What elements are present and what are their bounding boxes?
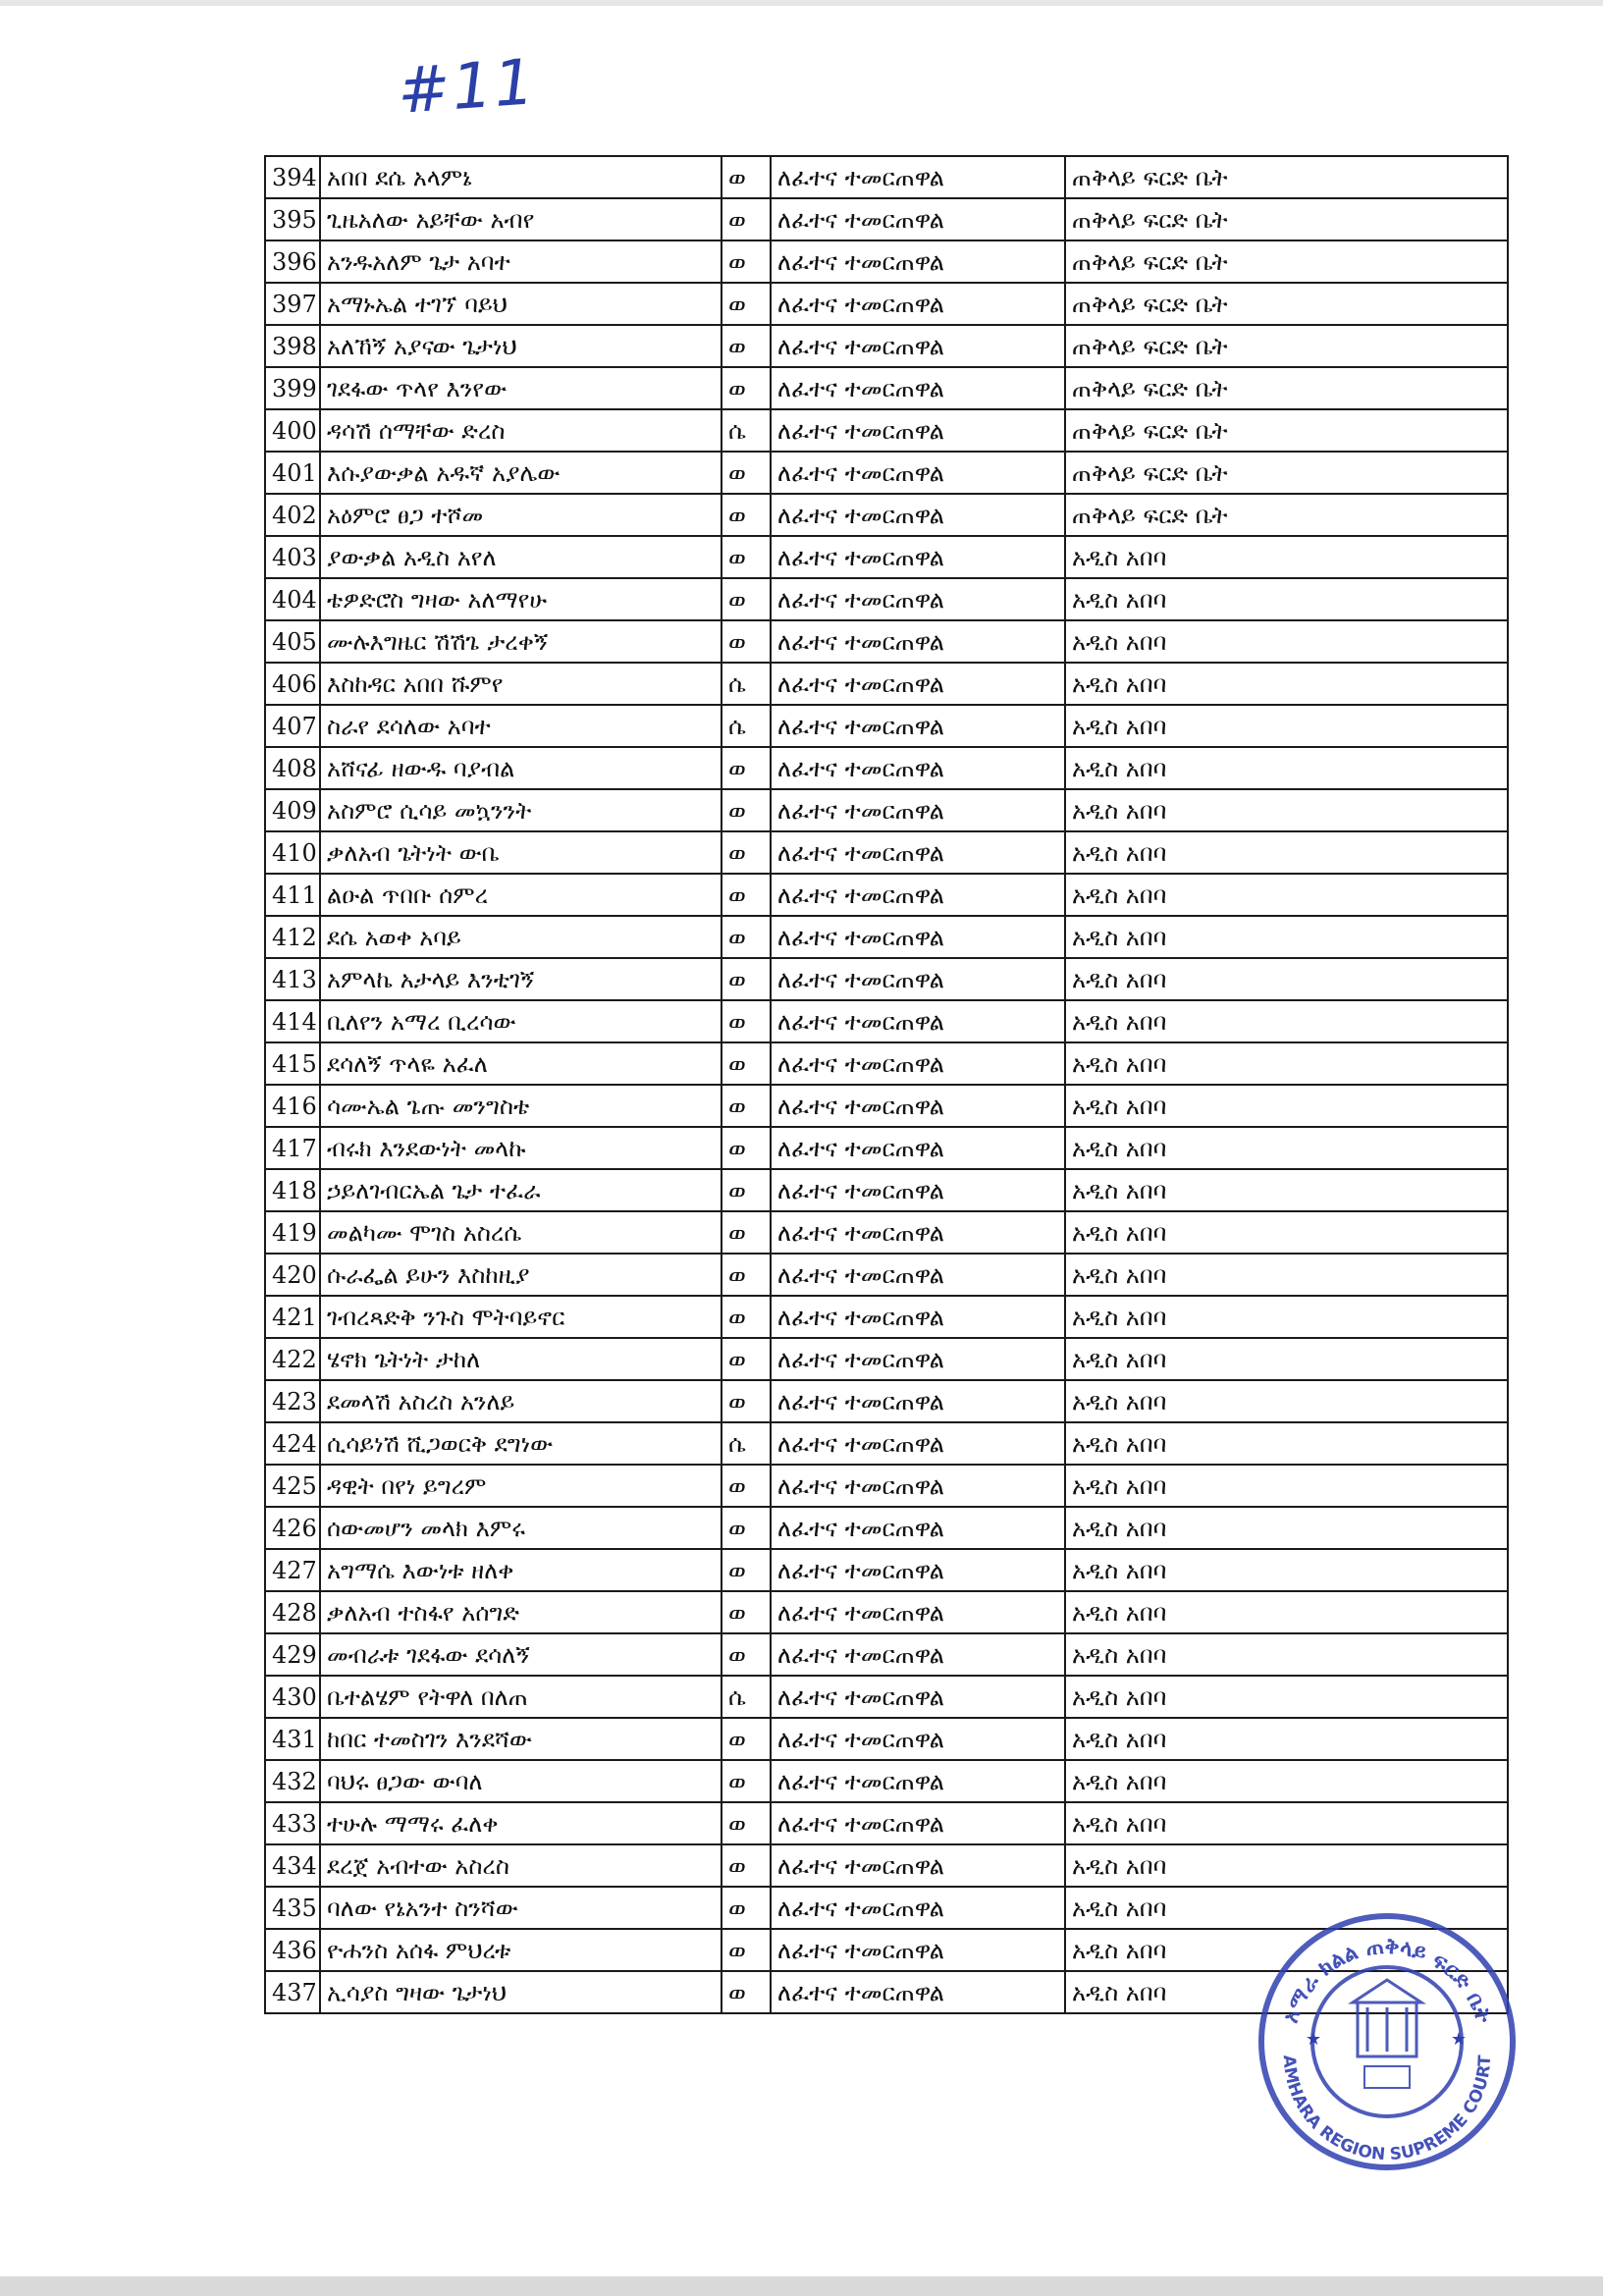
- gender-cell: ወ: [721, 1887, 771, 1929]
- assignment-place-cell: አዲስ አበባ: [1065, 1338, 1508, 1380]
- table-row: [265, 1591, 1508, 1633]
- gender-cell: ወ: [721, 367, 771, 409]
- row-number-cell: 413: [265, 958, 320, 1000]
- assignment-place-cell: ጠቅላይ ፍርድ ቤት: [1065, 198, 1508, 240]
- row-number-cell: 417: [265, 1127, 320, 1169]
- gender-cell: ወ: [721, 156, 771, 198]
- row-number-cell: 402: [265, 494, 320, 536]
- status-cell: ለፈተና ተመርጠዋል: [771, 916, 1065, 958]
- table-row: [265, 1760, 1508, 1802]
- status-cell: ለፈተና ተመርጠዋል: [771, 536, 1065, 578]
- assignment-place-cell: አዲስ አበባ: [1065, 1929, 1508, 1971]
- row-number-cell: 419: [265, 1211, 320, 1254]
- table-row: [265, 1718, 1508, 1760]
- status-cell: ለፈተና ተመርጠዋል: [771, 874, 1065, 916]
- table-row: [265, 1633, 1508, 1676]
- status-cell: ለፈተና ተመርጠዋል: [771, 1591, 1065, 1633]
- status-cell: ለፈተና ተመርጠዋል: [771, 1338, 1065, 1380]
- assignment-place-cell: ጠቅላይ ፍርድ ቤት: [1065, 452, 1508, 494]
- status-cell: ለፈተና ተመርጠዋል: [771, 1887, 1065, 1929]
- assignment-place-cell: አዲስ አበባ: [1065, 831, 1508, 874]
- gender-cell: ወ: [721, 1507, 771, 1549]
- assignment-place-cell: አዲስ አበባ: [1065, 1802, 1508, 1844]
- row-number-cell: 403: [265, 536, 320, 578]
- candidate-name-cell: ዮሐንስ አሰፋ ምህረቱ: [320, 1929, 721, 1971]
- assignment-place-cell: ጠቅላይ ፍርድ ቤት: [1065, 494, 1508, 536]
- gender-cell: ወ: [721, 1718, 771, 1760]
- status-cell: ለፈተና ተመርጠዋል: [771, 1296, 1065, 1338]
- gender-cell: ወ: [721, 1296, 771, 1338]
- status-cell: ለፈተና ተመርጠዋል: [771, 1844, 1065, 1887]
- status-cell: ለፈተና ተመርጠዋል: [771, 240, 1065, 283]
- status-cell: ለፈተና ተመርጠዋል: [771, 1465, 1065, 1507]
- status-cell: ለፈተና ተመርጠዋል: [771, 620, 1065, 663]
- gender-cell: ወ: [721, 1760, 771, 1802]
- candidate-name-cell: ደሴ አወቀ አባይ: [320, 916, 721, 958]
- candidate-table: [264, 155, 1509, 2014]
- stamp-star-right-icon: ★: [1451, 2029, 1468, 2050]
- gender-cell: ወ: [721, 620, 771, 663]
- assignment-place-cell: ጠቅላይ ፍርድ ቤት: [1065, 409, 1508, 452]
- gender-cell: ወ: [721, 1380, 771, 1422]
- gender-cell: ወ: [721, 1169, 771, 1211]
- table-row: [265, 198, 1508, 240]
- gender-cell: ሴ: [721, 409, 771, 452]
- candidate-name-cell: አዕምሮ ፀጋ ተሾመ: [320, 494, 721, 536]
- gender-cell: ወ: [721, 958, 771, 1000]
- row-number-cell: 431: [265, 1718, 320, 1760]
- row-number-cell: 426: [265, 1507, 320, 1549]
- status-cell: ለፈተና ተመርጠዋል: [771, 1422, 1065, 1465]
- table-row: [265, 156, 1508, 198]
- row-number-cell: 432: [265, 1760, 320, 1802]
- table-row: [265, 1465, 1508, 1507]
- row-number-cell: 398: [265, 325, 320, 367]
- gender-cell: ወ: [721, 747, 771, 789]
- candidate-name-cell: ሱራፌል ይሁን እስከዚያ: [320, 1254, 721, 1296]
- candidate-name-cell: አሸናፊ ዘውዱ ባያብል: [320, 747, 721, 789]
- table-row: [265, 578, 1508, 620]
- candidate-name-cell: ሄኖክ ጌትነት ታከለ: [320, 1338, 721, 1380]
- status-cell: ለፈተና ተመርጠዋል: [771, 325, 1065, 367]
- candidate-name-cell: ብሩክ እንደውነት መላኩ: [320, 1127, 721, 1169]
- gender-cell: ሴ: [721, 663, 771, 705]
- row-number-cell: 410: [265, 831, 320, 874]
- assignment-place-cell: አዲስ አበባ: [1065, 1211, 1508, 1254]
- assignment-place-cell: አዲስ አበባ: [1065, 1042, 1508, 1085]
- candidate-name-cell: ሳሙኤል ጌጡ መንግስቴ: [320, 1085, 721, 1127]
- assignment-place-cell: አዲስ አበባ: [1065, 1422, 1508, 1465]
- status-cell: ለፈተና ተመርጠዋል: [771, 198, 1065, 240]
- assignment-place-cell: ጠቅላይ ፍርድ ቤት: [1065, 325, 1508, 367]
- assignment-place-cell: አዲስ አበባ: [1065, 663, 1508, 705]
- assignment-place-cell: አዲስ አበባ: [1065, 916, 1508, 958]
- gender-cell: ወ: [721, 325, 771, 367]
- assignment-place-cell: አዲስ አበባ: [1065, 1844, 1508, 1887]
- table-row: [265, 536, 1508, 578]
- table-row: [265, 663, 1508, 705]
- status-cell: ለፈተና ተመርጠዋል: [771, 747, 1065, 789]
- assignment-place-cell: አዲስ አበባ: [1065, 1254, 1508, 1296]
- table-row: [265, 1085, 1508, 1127]
- status-cell: ለፈተና ተመርጠዋል: [771, 1000, 1065, 1042]
- row-number-cell: 401: [265, 452, 320, 494]
- status-cell: ለፈተና ተመርጠዋል: [771, 1676, 1065, 1718]
- table-row: [265, 747, 1508, 789]
- gender-cell: ወ: [721, 1254, 771, 1296]
- assignment-place-cell: አዲስ አበባ: [1065, 1633, 1508, 1676]
- gender-cell: ወ: [721, 874, 771, 916]
- gender-cell: ወ: [721, 1802, 771, 1844]
- assignment-place-cell: ጠቅላይ ፍርድ ቤት: [1065, 156, 1508, 198]
- candidate-name-cell: እስከዳር አበበ ሹምየ: [320, 663, 721, 705]
- row-number-cell: 412: [265, 916, 320, 958]
- assignment-place-cell: ጠቅላይ ፍርድ ቤት: [1065, 283, 1508, 325]
- status-cell: ለፈተና ተመርጠዋል: [771, 452, 1065, 494]
- status-cell: ለፈተና ተመርጠዋል: [771, 1042, 1065, 1085]
- status-cell: ለፈተና ተመርጠዋል: [771, 1633, 1065, 1676]
- assignment-place-cell: አዲስ አበባ: [1065, 1760, 1508, 1802]
- stamp-english-text: AMHARA REGION SUPREME COURT: [1278, 2055, 1496, 2165]
- status-cell: ለፈተና ተመርጠዋል: [771, 1507, 1065, 1549]
- row-number-cell: 407: [265, 705, 320, 747]
- assignment-place-cell: አዲስ አበባ: [1065, 1507, 1508, 1549]
- candidate-name-cell: ደረጀ አብተው አስረስ: [320, 1844, 721, 1887]
- assignment-place-cell: አዲስ አበባ: [1065, 536, 1508, 578]
- row-number-cell: 430: [265, 1676, 320, 1718]
- status-cell: ለፈተና ተመርጠዋል: [771, 705, 1065, 747]
- row-number-cell: 425: [265, 1465, 320, 1507]
- table-row: [265, 1296, 1508, 1338]
- gender-cell: ሴ: [721, 1422, 771, 1465]
- scan-top-edge: [0, 0, 1603, 6]
- candidate-name-cell: ጊዜአለው አይቸው አብየ: [320, 198, 721, 240]
- table-row: [265, 831, 1508, 874]
- status-cell: ለፈተና ተመርጠዋል: [771, 1549, 1065, 1591]
- status-cell: ለፈተና ተመርጠዋል: [771, 1211, 1065, 1254]
- table-row: [265, 1507, 1508, 1549]
- row-number-cell: 394: [265, 156, 320, 198]
- candidate-name-cell: አምላኬ አታላይ እንቲገኝ: [320, 958, 721, 1000]
- gender-cell: ወ: [721, 1971, 771, 2013]
- assignment-place-cell: አዲስ አበባ: [1065, 1718, 1508, 1760]
- assignment-place-cell: አዲስ አበባ: [1065, 958, 1508, 1000]
- assignment-place-cell: አዲስ አበባ: [1065, 747, 1508, 789]
- gender-cell: ሴ: [721, 1676, 771, 1718]
- candidate-name-cell: አማኑኤል ተገኘ ባይህ: [320, 283, 721, 325]
- row-number-cell: 420: [265, 1254, 320, 1296]
- candidate-name-cell: እሱያውቃል አዱኛ አያሌው: [320, 452, 721, 494]
- status-cell: ለፈተና ተመርጠዋል: [771, 1929, 1065, 1971]
- row-number-cell: 416: [265, 1085, 320, 1127]
- table-row: [265, 452, 1508, 494]
- status-cell: ለፈተና ተመርጠዋል: [771, 1971, 1065, 2013]
- table-row: [265, 1422, 1508, 1465]
- row-number-cell: 429: [265, 1633, 320, 1676]
- candidate-name-cell: ዳዊት በየነ ይግረም: [320, 1465, 721, 1507]
- gender-cell: ወ: [721, 198, 771, 240]
- status-cell: ለፈተና ተመርጠዋል: [771, 156, 1065, 198]
- assignment-place-cell: አዲስ አበባ: [1065, 578, 1508, 620]
- stamp-amharic-text: አማራ ክልል ጠቅላይ ፍርድ ቤት: [1278, 1934, 1496, 2027]
- gender-cell: ወ: [721, 1465, 771, 1507]
- candidate-name-cell: ሲሳይነሽ ሺጋወርቅ ደግነው: [320, 1422, 721, 1465]
- table-row: [265, 409, 1508, 452]
- table-row: [265, 705, 1508, 747]
- candidate-name-cell: አስምሮ ሲሳይ መኳንንት: [320, 789, 721, 831]
- assignment-place-cell: አዲስ አበባ: [1065, 1549, 1508, 1591]
- table-row: [265, 1169, 1508, 1211]
- status-cell: ለፈተና ተመርጠዋል: [771, 1802, 1065, 1844]
- court-emblem-icon: [1353, 1980, 1421, 2088]
- row-number-cell: 422: [265, 1338, 320, 1380]
- candidate-name-cell: ደሳለኝ ጥላዬ አፈለ: [320, 1042, 721, 1085]
- candidate-name-cell: ቴዎድሮስ ግዛው አለማየሁ: [320, 578, 721, 620]
- gender-cell: ወ: [721, 1000, 771, 1042]
- table-row: [265, 367, 1508, 409]
- status-cell: ለፈተና ተመርጠዋል: [771, 494, 1065, 536]
- candidate-name-cell: ቃለአብ ተስፋየ አሰግድ: [320, 1591, 721, 1633]
- row-number-cell: 437: [265, 1971, 320, 2013]
- status-cell: ለፈተና ተመርጠዋል: [771, 663, 1065, 705]
- assignment-place-cell: አዲስ አበባ: [1065, 1380, 1508, 1422]
- status-cell: ለፈተና ተመርጠዋል: [771, 1127, 1065, 1169]
- row-number-cell: 427: [265, 1549, 320, 1591]
- candidate-name-cell: ደመላሽ አስረስ አንለይ: [320, 1380, 721, 1422]
- row-number-cell: 405: [265, 620, 320, 663]
- table-row: [265, 958, 1508, 1000]
- table-row: [265, 1802, 1508, 1844]
- assignment-place-cell: አዲስ አበባ: [1065, 1127, 1508, 1169]
- table-row: [265, 1042, 1508, 1085]
- scan-bottom-edge: [0, 2276, 1603, 2296]
- candidate-name-cell: አግማሴ እውነቱ ዘለቀ: [320, 1549, 721, 1591]
- gender-cell: ወ: [721, 1042, 771, 1085]
- row-number-cell: 436: [265, 1929, 320, 1971]
- candidate-name-cell: ዳሳሽ ሰማቸው ድረስ: [320, 409, 721, 452]
- gender-cell: ወ: [721, 452, 771, 494]
- candidate-name-cell: ገብረጻድቅ ንጉስ ሞትባይኖር: [320, 1296, 721, 1338]
- row-number-cell: 397: [265, 283, 320, 325]
- row-number-cell: 404: [265, 578, 320, 620]
- status-cell: ለፈተና ተመርጠዋል: [771, 409, 1065, 452]
- candidate-name-cell: ስራየ ደሳለው አባተ: [320, 705, 721, 747]
- row-number-cell: 421: [265, 1296, 320, 1338]
- candidate-name-cell: መልካሙ ሞገስ አስረሴ: [320, 1211, 721, 1254]
- candidate-name-cell: ቢለየን አማረ ቢረሳው: [320, 1000, 721, 1042]
- handwritten-page-number: #11: [395, 46, 539, 129]
- candidate-name-cell: ገደፋው ጥላየ እንየው: [320, 367, 721, 409]
- gender-cell: ሴ: [721, 705, 771, 747]
- assignment-place-cell: አዲስ አበባ: [1065, 789, 1508, 831]
- table-row: [265, 1549, 1508, 1591]
- candidate-name-cell: ከበር ተመስገን እንደሻው: [320, 1718, 721, 1760]
- assignment-place-cell: ጠቅላይ ፍርድ ቤት: [1065, 367, 1508, 409]
- gender-cell: ወ: [721, 1085, 771, 1127]
- status-cell: ለፈተና ተመርጠዋል: [771, 367, 1065, 409]
- gender-cell: ወ: [721, 240, 771, 283]
- candidate-name-cell: ቃለአብ ጌትነት ውቤ: [320, 831, 721, 874]
- row-number-cell: 411: [265, 874, 320, 916]
- gender-cell: ወ: [721, 578, 771, 620]
- candidate-name-cell: ሰውመሆን መላክ እምሩ: [320, 1507, 721, 1549]
- gender-cell: ወ: [721, 494, 771, 536]
- row-number-cell: 434: [265, 1844, 320, 1887]
- assignment-place-cell: አዲስ አበባ: [1065, 1887, 1508, 1929]
- row-number-cell: 395: [265, 198, 320, 240]
- gender-cell: ወ: [721, 536, 771, 578]
- candidate-name-cell: ተሁሉ ማማሩ ፈለቀ: [320, 1802, 721, 1844]
- gender-cell: ወ: [721, 1844, 771, 1887]
- candidate-name-cell: አበበ ደሴ አላምኔ: [320, 156, 721, 198]
- table-row: [265, 1380, 1508, 1422]
- table-row: [265, 283, 1508, 325]
- gender-cell: ወ: [721, 1591, 771, 1633]
- table-row: [265, 1844, 1508, 1887]
- candidate-name-cell: ባህሩ ፀጋው ውባለ: [320, 1760, 721, 1802]
- status-cell: ለፈተና ተመርጠዋል: [771, 1254, 1065, 1296]
- assignment-place-cell: አዲስ አበባ: [1065, 874, 1508, 916]
- assignment-place-cell: አዲስ አበባ: [1065, 1000, 1508, 1042]
- row-number-cell: 406: [265, 663, 320, 705]
- assignment-place-cell: አዲስ አበባ: [1065, 1591, 1508, 1633]
- table-row: [265, 789, 1508, 831]
- candidate-name-cell: አንዱአለም ጌታ አባተ: [320, 240, 721, 283]
- status-cell: ለፈተና ተመርጠዋል: [771, 1718, 1065, 1760]
- candidate-name-cell: ሙሉእግዜር ሽሽጌ ታረቀኝ: [320, 620, 721, 663]
- row-number-cell: 428: [265, 1591, 320, 1633]
- row-number-cell: 409: [265, 789, 320, 831]
- status-cell: ለፈተና ተመርጠዋል: [771, 1380, 1065, 1422]
- candidate-name-cell: ቤተልሄም የትዋለ በለጠ: [320, 1676, 721, 1718]
- row-number-cell: 396: [265, 240, 320, 283]
- table-row: [265, 1000, 1508, 1042]
- status-cell: ለፈተና ተመርጠዋል: [771, 578, 1065, 620]
- candidate-name-cell: አለኸኝ አያናው ጌታነህ: [320, 325, 721, 367]
- candidate-name-cell: ኃይለገብርኤል ጌታ ተፈራ: [320, 1169, 721, 1211]
- candidate-table-body: [265, 156, 1508, 2013]
- row-number-cell: 424: [265, 1422, 320, 1465]
- status-cell: ለፈተና ተመርጠዋል: [771, 1169, 1065, 1211]
- row-number-cell: 423: [265, 1380, 320, 1422]
- row-number-cell: 414: [265, 1000, 320, 1042]
- gender-cell: ወ: [721, 789, 771, 831]
- table-row: [265, 240, 1508, 283]
- assignment-place-cell: አዲስ አበባ: [1065, 1085, 1508, 1127]
- gender-cell: ወ: [721, 1633, 771, 1676]
- status-cell: ለፈተና ተመርጠዋል: [771, 831, 1065, 874]
- court-stamp: [1255, 1909, 1520, 2174]
- table-row: [265, 620, 1508, 663]
- table-row: [265, 1127, 1508, 1169]
- gender-cell: ወ: [721, 1127, 771, 1169]
- status-cell: ለፈተና ተመርጠዋል: [771, 958, 1065, 1000]
- status-cell: ለፈተና ተመርጠዋል: [771, 283, 1065, 325]
- row-number-cell: 408: [265, 747, 320, 789]
- gender-cell: ወ: [721, 916, 771, 958]
- assignment-place-cell: አዲስ አበባ: [1065, 1465, 1508, 1507]
- assignment-place-cell: አዲስ አበባ: [1065, 1169, 1508, 1211]
- row-number-cell: 433: [265, 1802, 320, 1844]
- table-row: [265, 1676, 1508, 1718]
- table-row: [265, 1211, 1508, 1254]
- candidate-name-cell: ያውቃል አዲስ አየለ: [320, 536, 721, 578]
- gender-cell: ወ: [721, 1549, 771, 1591]
- table-row: [265, 325, 1508, 367]
- row-number-cell: 399: [265, 367, 320, 409]
- row-number-cell: 435: [265, 1887, 320, 1929]
- assignment-place-cell: ጠቅላይ ፍርድ ቤት: [1065, 240, 1508, 283]
- stamp-star-left-icon: ★: [1306, 2029, 1322, 2050]
- gender-cell: ወ: [721, 831, 771, 874]
- table-row: [265, 874, 1508, 916]
- assignment-place-cell: አዲስ አበባ: [1065, 1296, 1508, 1338]
- candidate-name-cell: ባለው የኔአንተ ስንሻው: [320, 1887, 721, 1929]
- assignment-place-cell: አዲስ አበባ: [1065, 620, 1508, 663]
- gender-cell: ወ: [721, 1338, 771, 1380]
- table-row: [265, 494, 1508, 536]
- row-number-cell: 418: [265, 1169, 320, 1211]
- candidate-name-cell: ኢሳያስ ግዛው ጌታነህ: [320, 1971, 721, 2013]
- assignment-place-cell: አዲስ አበባ: [1065, 1971, 1508, 2013]
- status-cell: ለፈተና ተመርጠዋል: [771, 1085, 1065, 1127]
- table-row: [265, 916, 1508, 958]
- assignment-place-cell: አዲስ አበባ: [1065, 1676, 1508, 1718]
- assignment-place-cell: አዲስ አበባ: [1065, 705, 1508, 747]
- status-cell: ለፈተና ተመርጠዋል: [771, 1760, 1065, 1802]
- table-row: [265, 1338, 1508, 1380]
- table-row: [265, 1254, 1508, 1296]
- row-number-cell: 415: [265, 1042, 320, 1085]
- row-number-cell: 400: [265, 409, 320, 452]
- status-cell: ለፈተና ተመርጠዋል: [771, 789, 1065, 831]
- candidate-name-cell: ልዑል ጥበቡ ሰምረ: [320, 874, 721, 916]
- candidate-name-cell: መብራቱ ገደፋው ደሳለኝ: [320, 1633, 721, 1676]
- gender-cell: ወ: [721, 1211, 771, 1254]
- gender-cell: ወ: [721, 1929, 771, 1971]
- gender-cell: ወ: [721, 283, 771, 325]
